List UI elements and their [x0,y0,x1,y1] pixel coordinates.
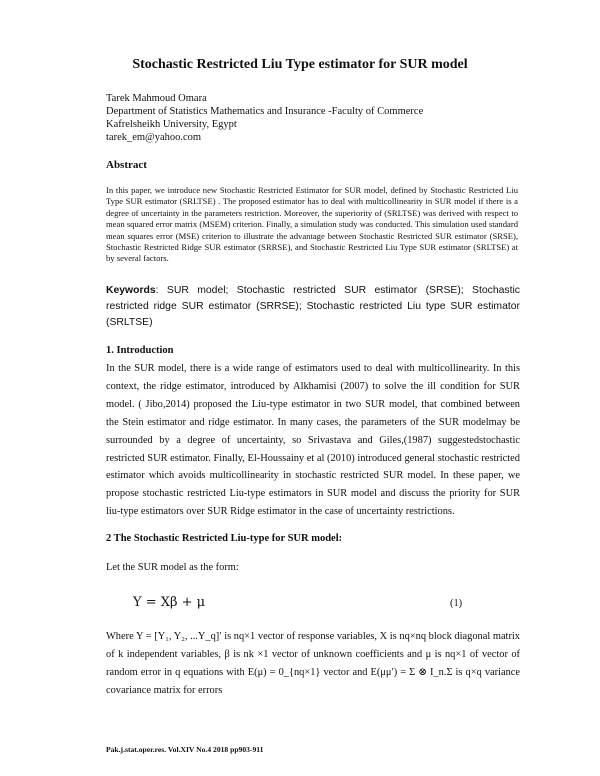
section2-lead: Let the SUR model as the form: [106,562,239,573]
author-affiliation-department: Department of Statistics Mathematics and Insurance -Faculty of Commerce [106,106,424,117]
keywords [106,283,520,331]
where-paragraph: Where Y = [Y₁, Y₂, ...Y_q]′ is nq×1 vector of response variables, X is nq×nq block diagonal matrix of k independent variables, β is nk ×1 vector of unknown coefficients and μ is nq×1 of vector of random error in q equations with E(μ) = 0_{nq×1} vector and E(μμ′) = Σ ⊗ I_n.Σ is q×q variance covariance matrix for errors [106,631,520,696]
author-affiliation-university: Kafrelsheikh University, Egypt [106,119,237,130]
author-block [106,92,423,144]
abstract-text: In this paper, we introduce new Stochastic Restricted Estimator for SUR model, defined by Stochastic Restricted Liu Type SUR estimator (SRLTSE) . The proposed estimator has to deal with multicollinearity in SUR model if there is a degree of uncertainty in the parameters restriction. Moreover, the superiority of (SRLTSE) was derived with respect to mean squared error matrix (MSEM) criterion. Finally, a simulation study was conducted. This simulation used standard mean squares error (MSE) criterion to illustrate the advantage between Stochastic Restricted SUR estimator (SRSE), Stochastic Restricted Ridge SUR estimator (SRRSE), and Stochastic Restricted Liu Type SUR estimator (SRLTSE) at by several factors. [106,185,518,264]
section2-heading: 2 The Stochastic Restricted Liu-type for SUR model: [106,533,343,544]
keywords-text: : SUR model; Stochastic restricted SUR estimator (SRSE); Stochastic restricted ridge SUR estimator (SRRSE); Stochastic restricted Liu type SUR estimator (SRLTSE) [106,285,520,328]
keywords-label: Keywords [106,285,156,296]
author-email: tarek_em@yahoo.com [106,132,202,143]
equation-number: (1) [450,598,463,609]
author-name: Tarek Mahmoud Omara [106,93,207,104]
abstract-heading: Abstract [106,159,147,171]
equation-1: Y = Xβ + μ [133,595,206,610]
paper-title: Stochastic Restricted Liu Type estimator for SUR model [132,57,468,72]
journal-footer: Pak.j.stat.oper.res. Vol.XIV No.4 2018 pp903-911 [106,745,264,754]
introduction-heading: 1. Introduction [106,345,174,356]
introduction-text: In the SUR model, there is a wide range of estimators used to deal with multicollinearity. In this context, the ridge estimator, introduced by Alkhamisi (2007) to solve the ill condition for SUR model. ( Jibo,2014) proposed the Liu-type estimator in two SUR model, that combined between the Stein estimator and ridge estimator. In many cases, the parameters of the SUR modelmay be surrounded by a degree of uncertainty, so Srivastava and Giles,(1987) suggestedstochastic restricted SUR estimator. Finally, El-Houssainy et al (2010) introduced general stochastic restricted estimator which avoids multicollinearity in stochastic restricted SUR model. In these paper, we propose stochastic restricted Liu-type estimators in SUR model and discuss the priority for SUR liu-type estimators over SUR Ridge estimator in the case of uncertainty restrictions. [106,363,520,518]
